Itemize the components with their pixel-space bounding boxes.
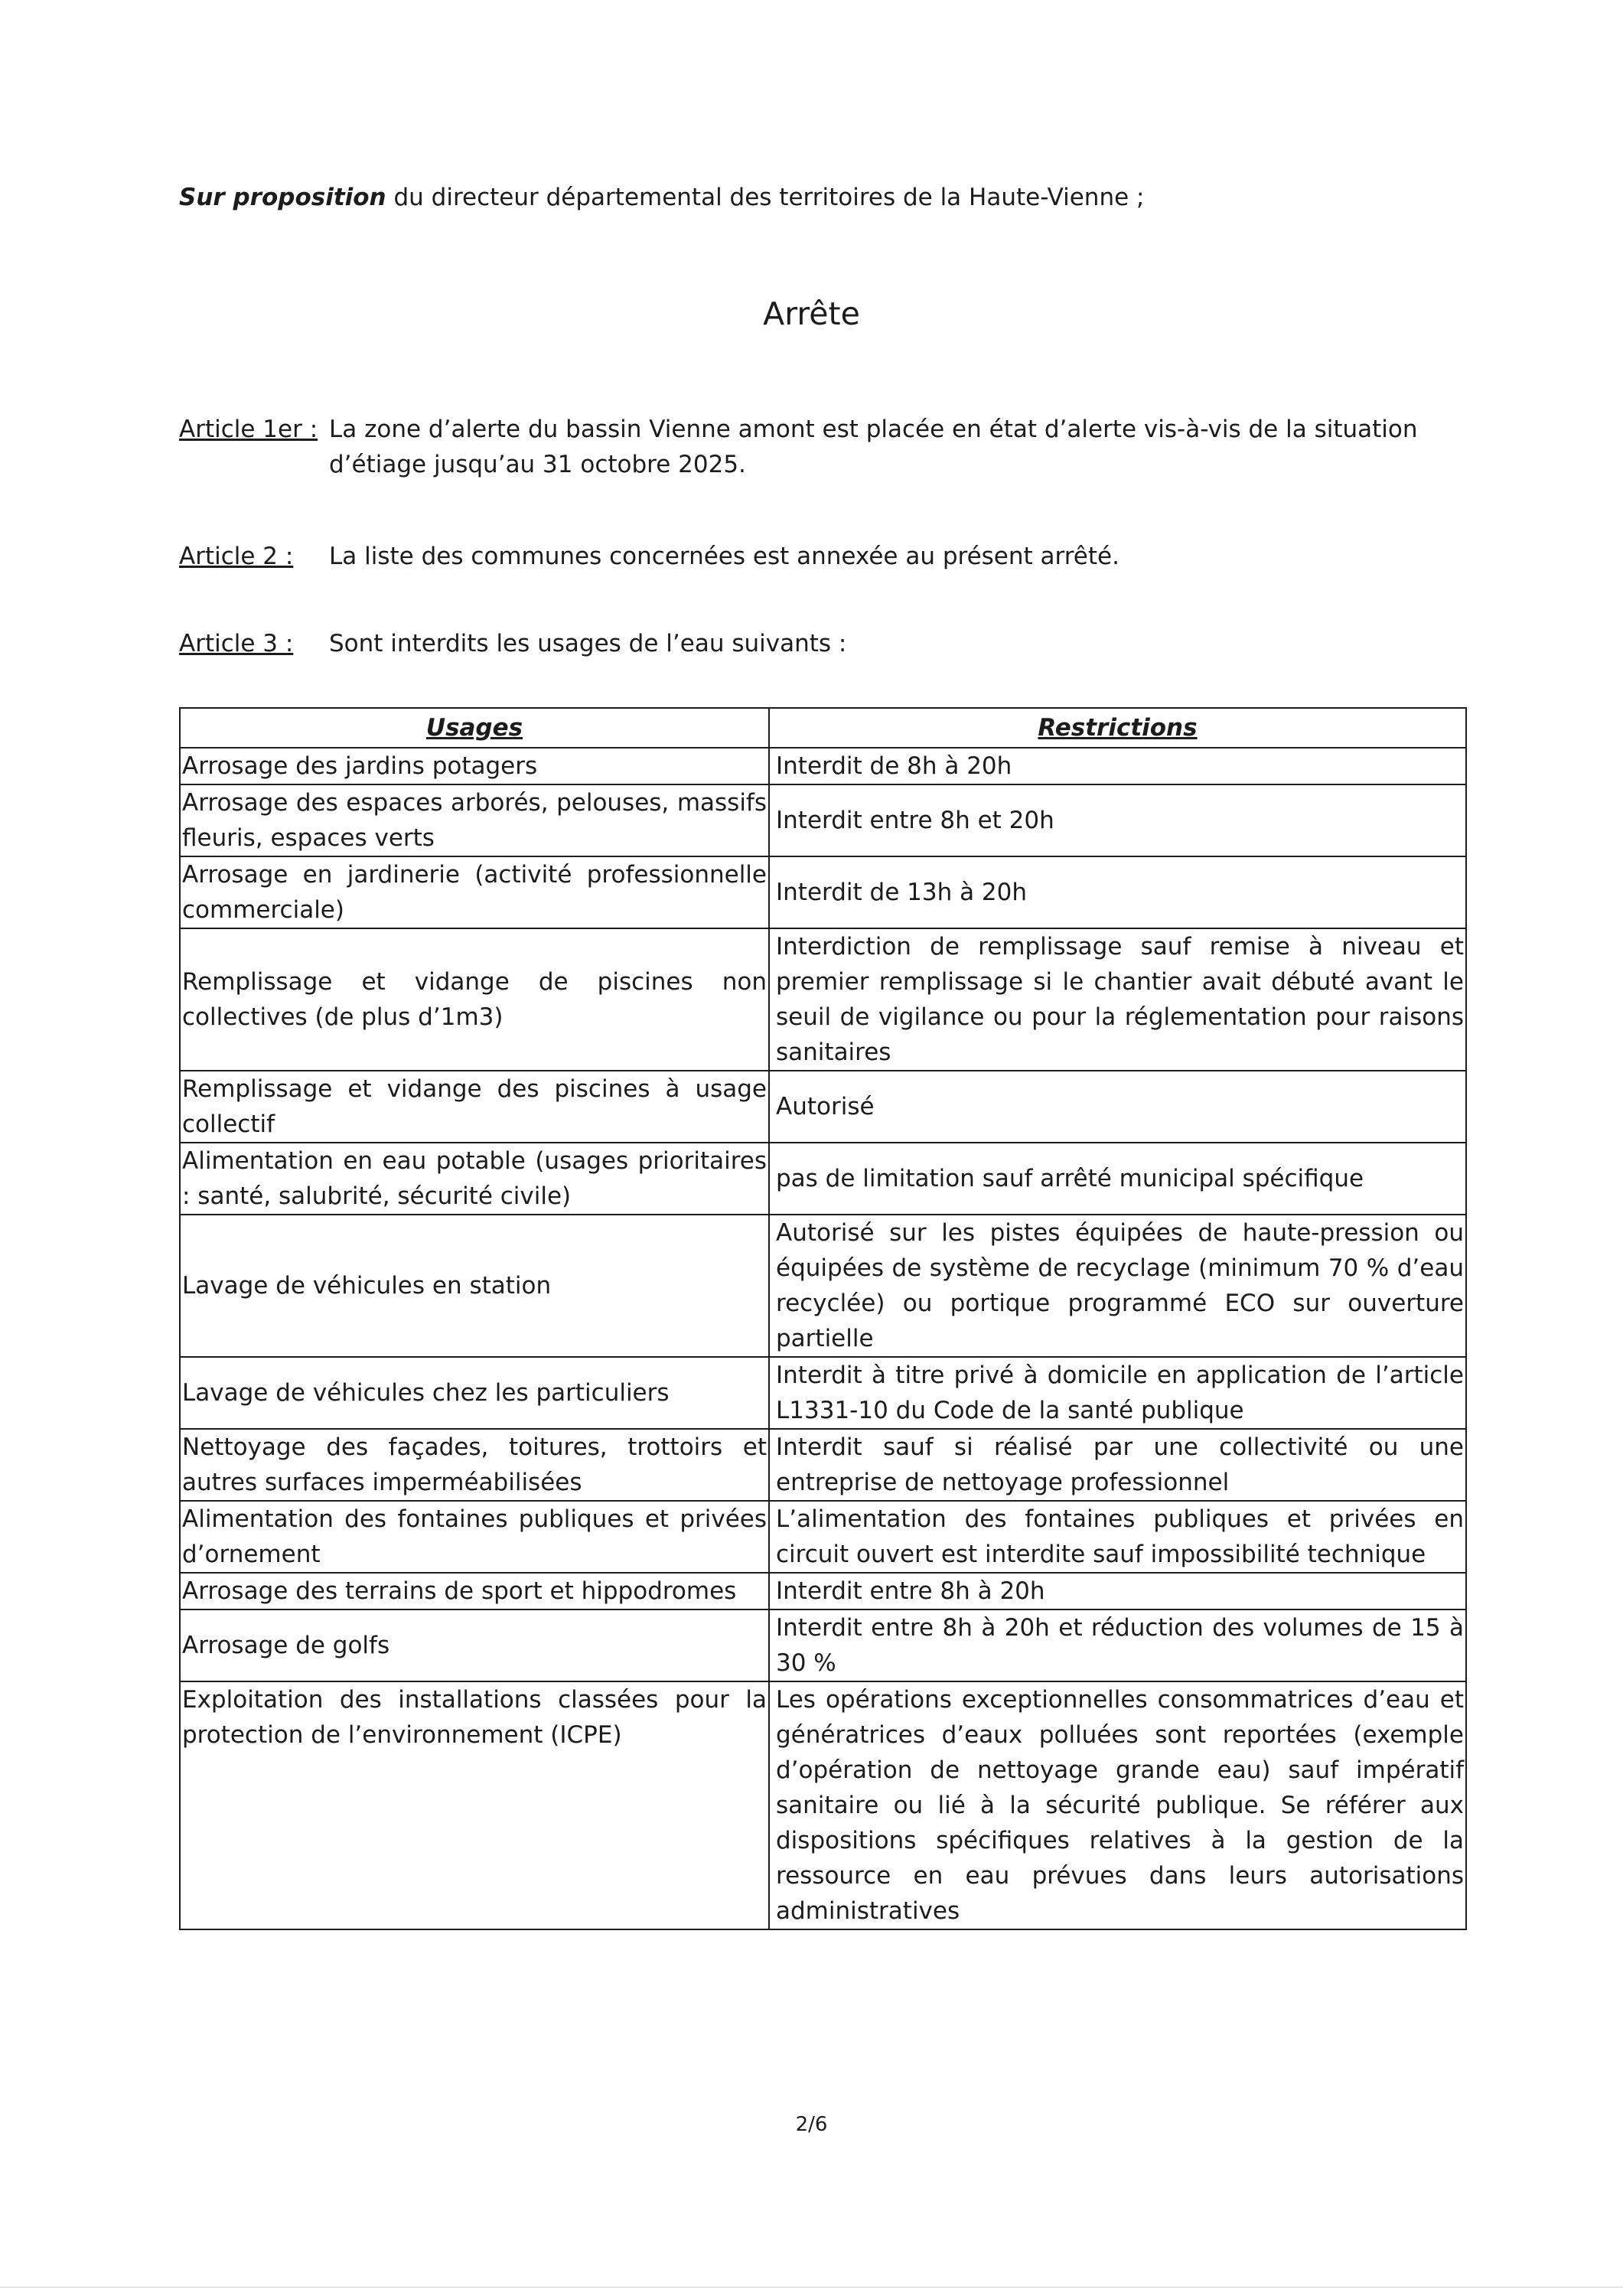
usage-cell: Arrosage des espaces arborés, pelouses, massifs fleuris, espaces verts <box>180 784 769 856</box>
usage-cell: Nettoyage des façades, toitures, trottoirs et autres surfaces imperméabilisées <box>180 1429 769 1501</box>
usage-cell: Remplissage et vidange des piscines à usage collectif <box>180 1071 769 1143</box>
restriction-cell: Interdit à titre privé à domicile en application de l’article L1331-10 du Code de la santé publique <box>769 1357 1466 1429</box>
usage-cell: Lavage de véhicules en station <box>180 1215 769 1357</box>
table-row <box>180 1143 1466 1215</box>
table-row <box>180 1071 1466 1143</box>
intro-emphasis: Sur proposition <box>179 184 386 211</box>
article-2-text: La liste des communes concernées est annexée au présent arrêté. <box>329 543 1119 570</box>
restriction-cell: pas de limitation sauf arrêté municipal spécifique <box>769 1143 1466 1215</box>
usage-cell: Lavage de véhicules chez les particuliers <box>180 1357 769 1429</box>
header-restrictions: Restrictions <box>769 708 1466 748</box>
usage-cell: Alimentation en eau potable (usages prioritaires : santé, salubrité, sécurité civile) <box>180 1143 769 1215</box>
page-number: 2/6 <box>795 2113 828 2136</box>
restriction-cell: Autorisé sur les pistes équipées de haute-pression ou équipées de système de recyclage (minimum 70 % d’eau recyclée) ou portique programmé ECO sur ouverture partielle <box>769 1215 1466 1357</box>
restriction-cell: Interdiction de remplissage sauf remise à niveau et premier remplissage si le chantier avait débuté avant le seuil de vigilance ou pour la réglementation pour raisons sanitaires <box>769 928 1466 1071</box>
table-row <box>180 784 1466 856</box>
usage-cell: Arrosage de golfs <box>180 1609 769 1681</box>
water-usage-table <box>179 707 1467 1930</box>
table-row <box>180 1429 1466 1501</box>
usage-cell: Exploitation des installations classées pour la protection de l’environnement (ICPE) <box>180 1681 769 1929</box>
table-row <box>180 1501 1466 1573</box>
table-header-row <box>180 708 1466 748</box>
usage-cell: Arrosage des terrains de sport et hippodromes <box>180 1573 769 1609</box>
restriction-cell: Interdit sauf si réalisé par une collectivité ou une entreprise de nettoyage professionnel <box>769 1429 1466 1501</box>
article-2-label: Article 2 : <box>179 543 294 570</box>
article-1-text: La zone d’alerte du bassin Vienne amont est placée en état d’alerte vis-à-vis de la situation d’étiage jusqu’au 31 octobre 2025. <box>329 416 1418 478</box>
article-1-label: Article 1er : <box>179 416 318 443</box>
header-usages: Usages <box>180 708 769 748</box>
table-row <box>180 1609 1466 1681</box>
restriction-cell: Interdit entre 8h à 20h et réduction des volumes de 15 à 30 % <box>769 1609 1466 1681</box>
intro-paragraph <box>179 181 1144 214</box>
article-3-text: Sont interdits les usages de l’eau suivants : <box>329 630 847 657</box>
restriction-cell: Interdit de 13h à 20h <box>769 856 1466 928</box>
usage-cell: Arrosage en jardinerie (activité professionnelle commerciale) <box>180 856 769 928</box>
scan-edge-divider <box>0 2287 1623 2288</box>
usage-cell: Remplissage et vidange de piscines non collectives (de plus d’1m3) <box>180 928 769 1071</box>
restriction-cell: Interdit de 8h à 20h <box>769 748 1466 784</box>
usage-cell: Alimentation des fontaines publiques et privées d’ornement <box>180 1501 769 1573</box>
usage-cell: Arrosage des jardins potagers <box>180 748 769 784</box>
article-3-label: Article 3 : <box>179 630 294 657</box>
intro-text: du directeur départemental des territoires de la Haute-Vienne ; <box>386 184 1145 211</box>
table-row <box>180 748 1466 784</box>
restriction-cell: L’alimentation des fontaines publiques et privées en circuit ouvert est interdite sauf impossibilité technique <box>769 1501 1466 1573</box>
restriction-cell: Autorisé <box>769 1071 1466 1143</box>
page-title: Arrête <box>763 295 860 332</box>
table-row <box>180 856 1466 928</box>
restriction-cell: Interdit entre 8h à 20h <box>769 1573 1466 1609</box>
restriction-cell: Les opérations exceptionnelles consommatrices d’eau et génératrices d’eaux polluées sont reportées (exemple d’opération de nettoyage grande eau) sauf impératif sanitaire ou lié à la sécurité publique. Se référer aux dispositions spécifiques relatives à la gestion de la ressource en eau prévues dans leurs autorisations administratives <box>769 1681 1466 1929</box>
table-row <box>180 928 1466 1071</box>
table-row <box>180 1215 1466 1357</box>
table-row <box>180 1681 1466 1929</box>
table-row <box>180 1357 1466 1429</box>
restriction-cell: Interdit entre 8h et 20h <box>769 784 1466 856</box>
table-row <box>180 1573 1466 1609</box>
